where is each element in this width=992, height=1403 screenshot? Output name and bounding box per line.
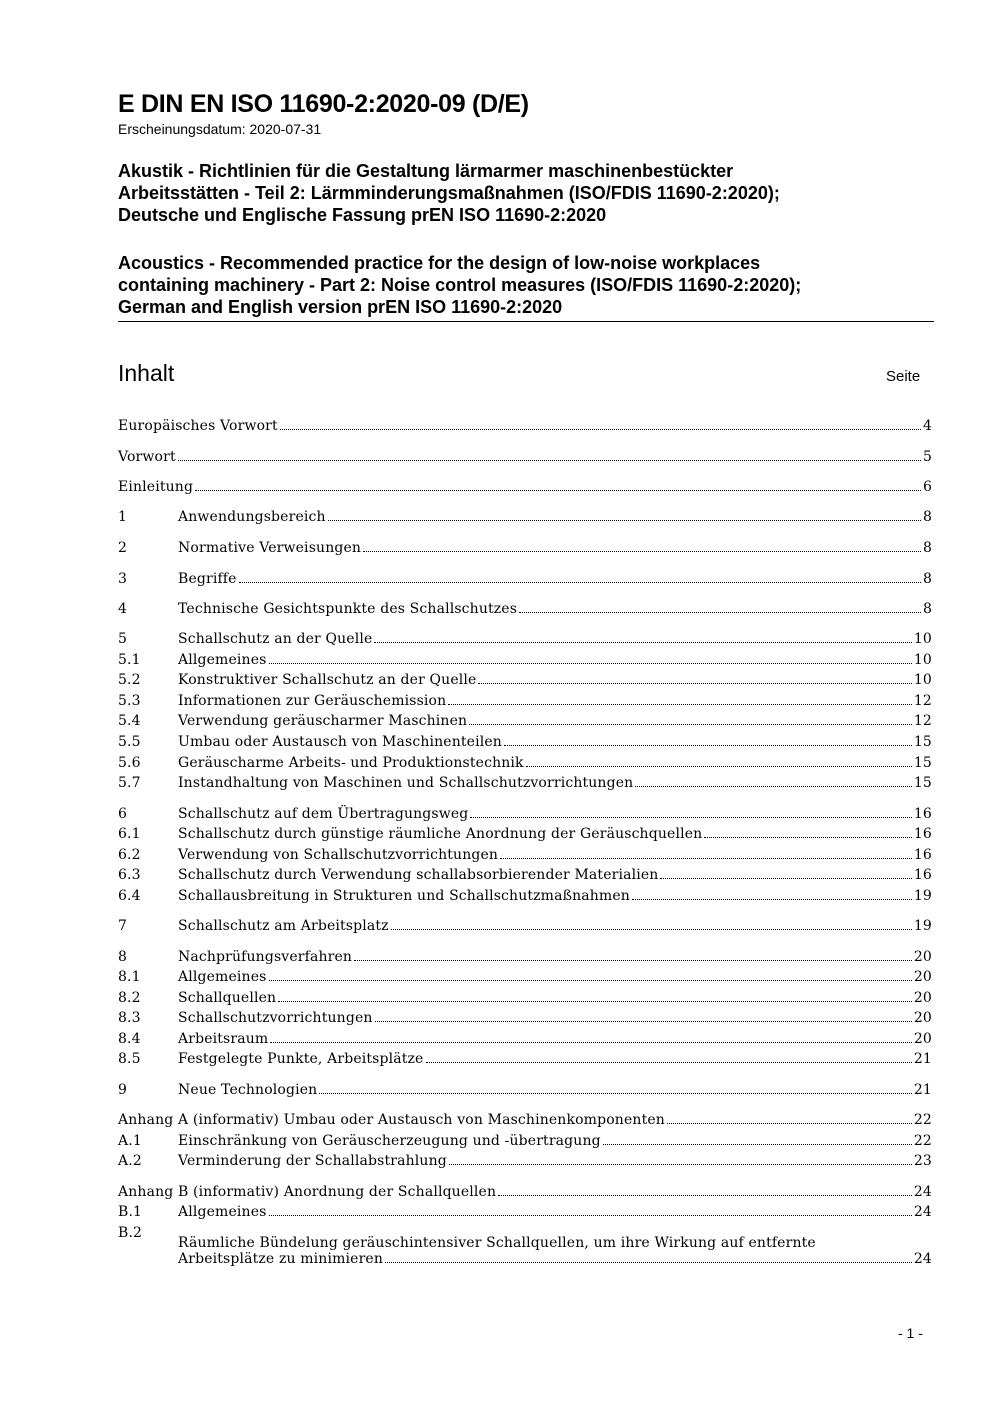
toc-entry-title: Technische Gesichtspunkte des Schallschutzes bbox=[178, 601, 518, 617]
title-german-line: Deutsche und Englische Fassung prEN ISO 11690-2:2020 bbox=[118, 205, 607, 225]
toc-entry-title: Schallschutz durch Verwendung schallabsorbierender Materialien bbox=[178, 867, 659, 883]
toc-entry[interactable] bbox=[118, 631, 932, 651]
toc-entry[interactable] bbox=[118, 1031, 932, 1051]
dot-leader bbox=[448, 704, 912, 705]
toc-entry[interactable] bbox=[118, 867, 932, 887]
toc-entry-number: 5 bbox=[118, 631, 128, 647]
toc-entry-page: 8 bbox=[922, 540, 932, 556]
toc-entry-page: 8 bbox=[922, 601, 932, 617]
dot-leader bbox=[449, 1164, 912, 1165]
title-english bbox=[118, 252, 938, 318]
toc-entry-title: Umbau oder Austausch von Maschinenteilen bbox=[178, 734, 502, 750]
toc-entry-title: Geräuscharme Arbeits- und Produktionstechnik bbox=[178, 755, 524, 771]
dot-leader bbox=[526, 766, 912, 767]
toc-entry-page: 19 bbox=[913, 918, 932, 934]
toc-entry-number: 6.2 bbox=[118, 847, 141, 863]
toc-entry[interactable] bbox=[118, 652, 932, 672]
title-german-line: Arbeitsstätten - Teil 2: Lärmminderungsmaßnahmen (ISO/FDIS 11690-2:2020); bbox=[118, 183, 780, 203]
toc-entry[interactable] bbox=[118, 775, 932, 795]
toc-entry[interactable] bbox=[118, 990, 932, 1010]
dot-leader bbox=[239, 582, 921, 583]
toc-entry[interactable] bbox=[118, 601, 932, 621]
toc-entry-number: 5.4 bbox=[118, 713, 141, 729]
toc-entry[interactable] bbox=[118, 847, 932, 867]
toc-entry[interactable] bbox=[118, 693, 932, 713]
toc-entry-title: Verminderung der Schallabstrahlung bbox=[178, 1153, 447, 1169]
dot-leader bbox=[603, 1144, 912, 1145]
toc-entry-title: Schallschutz durch günstige räumliche Anordnung der Geräuschquellen bbox=[178, 826, 703, 842]
toc-entry-number: 7 bbox=[118, 918, 128, 934]
toc-entry[interactable] bbox=[118, 918, 932, 938]
toc-entry-title: Anhang A (informativ) Umbau oder Austausch von Maschinenkomponenten bbox=[118, 1112, 665, 1128]
toc-entry[interactable] bbox=[118, 1225, 932, 1267]
toc-entry-title: Allgemeines bbox=[178, 652, 267, 668]
toc-entry[interactable] bbox=[118, 418, 932, 438]
toc-entry-title: Informationen zur Geräuschemission bbox=[178, 693, 447, 709]
toc-entry-number: 6.3 bbox=[118, 867, 141, 883]
toc-entry-page: 20 bbox=[913, 1031, 932, 1047]
dot-leader bbox=[195, 490, 921, 491]
dot-leader bbox=[319, 1093, 912, 1094]
dot-leader bbox=[704, 837, 912, 838]
toc-entry[interactable] bbox=[118, 479, 932, 499]
toc-entry-title: Allgemeines bbox=[178, 1204, 267, 1220]
dot-leader bbox=[667, 1123, 912, 1124]
toc-entry-title: Verwendung von Schallschutzvorrichtungen bbox=[178, 847, 499, 863]
toc-entry-page: 16 bbox=[913, 826, 932, 842]
toc-entry-number: 5.3 bbox=[118, 693, 141, 709]
toc-entry-title: Konstruktiver Schallschutz an der Quelle bbox=[178, 672, 477, 688]
dot-leader bbox=[363, 551, 921, 552]
toc-entry[interactable] bbox=[118, 1184, 932, 1204]
dot-leader bbox=[426, 1062, 912, 1063]
dot-leader bbox=[269, 1215, 912, 1216]
title-german-line: Akustik - Richtlinien für die Gestaltung lärmarmer maschinenbestückter bbox=[118, 161, 734, 181]
toc-entry-title: Räumliche Bündelung geräuschintensiver Schallquellen, um ihre Wirkung auf entfernte bbox=[178, 1235, 816, 1251]
toc-entry-title: Anwendungsbereich bbox=[178, 509, 326, 525]
dot-leader bbox=[328, 520, 921, 521]
toc-entry-number: 8.4 bbox=[118, 1031, 141, 1047]
toc-entry-title: Schallschutz auf dem Übertragungsweg bbox=[178, 806, 469, 822]
toc-entry-page: 22 bbox=[913, 1133, 932, 1149]
toc-entry-title: Neue Technologien bbox=[178, 1082, 318, 1098]
toc-entry-title: Nachprüfungsverfahren bbox=[178, 949, 353, 965]
dot-leader bbox=[498, 1195, 912, 1196]
toc-entry-title: Schallquellen bbox=[178, 990, 277, 1006]
toc-entry-page: 21 bbox=[913, 1051, 932, 1067]
toc-entry[interactable] bbox=[118, 1010, 932, 1030]
toc-entry-page: 24 bbox=[913, 1204, 932, 1220]
toc-entry[interactable] bbox=[118, 571, 932, 591]
toc-entry[interactable] bbox=[118, 1204, 932, 1224]
title-english-line: containing machinery - Part 2: Noise control measures (ISO/FDIS 11690-2:2020); bbox=[118, 275, 802, 295]
toc-entry[interactable] bbox=[118, 806, 932, 826]
toc-entry-page: 20 bbox=[913, 990, 932, 1006]
toc-entry-page: 12 bbox=[913, 713, 932, 729]
toc-entry[interactable] bbox=[118, 888, 932, 908]
toc-entry-page: 15 bbox=[913, 755, 932, 771]
toc-entry-page: 6 bbox=[922, 479, 932, 495]
toc-entry-page: 20 bbox=[913, 969, 932, 985]
toc-entry[interactable] bbox=[118, 1082, 932, 1102]
dot-leader bbox=[280, 429, 921, 430]
dot-leader bbox=[385, 1262, 912, 1263]
toc-entry[interactable] bbox=[118, 672, 932, 692]
toc-entry-number: 2 bbox=[118, 540, 128, 556]
title-divider bbox=[118, 321, 934, 322]
toc-entry-number: 8 bbox=[118, 949, 128, 965]
dot-leader bbox=[632, 899, 912, 900]
toc-entry-page: 23 bbox=[913, 1153, 932, 1169]
title-english-line: Acoustics - Recommended practice for the design of low-noise workplaces bbox=[118, 253, 761, 273]
toc-entry[interactable] bbox=[118, 734, 932, 754]
toc-entry-page: 12 bbox=[913, 693, 932, 709]
dot-leader bbox=[375, 1021, 912, 1022]
toc-entry-title: Schallausbreitung in Strukturen und Schallschutzmaßnahmen bbox=[178, 888, 630, 904]
toc-entry-page: 8 bbox=[922, 509, 932, 525]
toc-entry-page: 10 bbox=[913, 652, 932, 668]
toc-entry[interactable] bbox=[118, 755, 932, 775]
dot-leader bbox=[391, 929, 912, 930]
dot-leader bbox=[354, 960, 912, 961]
toc-entry-number: 5.6 bbox=[118, 755, 141, 771]
page-number: - 1 - bbox=[898, 1325, 923, 1341]
toc-entry-number: 8.5 bbox=[118, 1051, 141, 1067]
toc-entry-number: 9 bbox=[118, 1082, 128, 1098]
title-german bbox=[118, 160, 938, 226]
dot-leader bbox=[269, 663, 912, 664]
toc-entry-number: 4 bbox=[118, 601, 128, 617]
toc-entry-title: Anhang B (informativ) Anordnung der Schallquellen bbox=[118, 1184, 497, 1200]
toc-entry-number: 5.7 bbox=[118, 775, 141, 791]
toc-entry-number: 5.1 bbox=[118, 652, 141, 668]
toc-entry-title: Festgelegte Punkte, Arbeitsplätze bbox=[178, 1051, 424, 1067]
toc-entry-page: 24 bbox=[913, 1184, 932, 1200]
document-title: E DIN EN ISO 11690-2:2020-09 (D/E) bbox=[118, 90, 529, 118]
dot-leader bbox=[635, 786, 912, 787]
toc-entry-page: 16 bbox=[913, 867, 932, 883]
toc-entry-page: 10 bbox=[913, 672, 932, 688]
toc-entry-page: 20 bbox=[913, 1010, 932, 1026]
toc-entry-page: 8 bbox=[922, 571, 932, 587]
dot-leader bbox=[278, 1001, 912, 1002]
toc-entry-number: 6 bbox=[118, 806, 128, 822]
toc-entry-title: Arbeitsraum bbox=[178, 1031, 269, 1047]
toc-heading: Inhalt bbox=[118, 360, 175, 386]
toc-entry-page: 19 bbox=[913, 888, 932, 904]
toc-entry[interactable] bbox=[118, 1112, 932, 1132]
publication-date: Erscheinungsdatum: 2020-07-31 bbox=[118, 121, 322, 137]
toc-entry-title: Verwendung geräuscharmer Maschinen bbox=[178, 713, 468, 729]
toc-entry-page: 16 bbox=[913, 806, 932, 822]
toc-entry-page: 5 bbox=[922, 449, 932, 465]
toc-entry-title: Begriffe bbox=[178, 571, 237, 587]
toc-entry-page: 22 bbox=[913, 1112, 932, 1128]
dot-leader bbox=[660, 878, 911, 879]
toc-entry-title: Schallschutz am Arbeitsplatz bbox=[178, 918, 389, 934]
toc-entry-number: 8.3 bbox=[118, 1010, 141, 1026]
dot-leader bbox=[469, 724, 912, 725]
dot-leader bbox=[478, 683, 911, 684]
toc-entry-title: Schallschutz an der Quelle bbox=[178, 631, 373, 647]
toc-entry-title: Schallschutzvorrichtungen bbox=[178, 1010, 373, 1026]
toc-entry-page: 15 bbox=[913, 775, 932, 791]
toc-entry[interactable] bbox=[118, 969, 932, 989]
toc-entry-page: 15 bbox=[913, 734, 932, 750]
toc-entry-number: 1 bbox=[118, 509, 128, 525]
dot-leader bbox=[519, 612, 921, 613]
toc-entry-number: B.1 bbox=[118, 1204, 143, 1220]
toc-entry-number: 8.1 bbox=[118, 969, 141, 985]
toc-entry-number: 6.1 bbox=[118, 826, 141, 842]
toc-entry-number: 5.5 bbox=[118, 734, 141, 750]
toc-entry[interactable] bbox=[118, 826, 932, 846]
toc-entry-number: A.1 bbox=[118, 1133, 142, 1149]
dot-leader bbox=[269, 980, 912, 981]
toc-entry-title: Allgemeines bbox=[178, 969, 267, 985]
toc-entry[interactable] bbox=[118, 1153, 932, 1173]
title-english-line: German and English version prEN ISO 11690-2:2020 bbox=[118, 297, 563, 317]
toc-entry-page: 4 bbox=[922, 418, 932, 434]
toc-entry-title-continued: Arbeitsplätze zu minimieren bbox=[178, 1251, 384, 1267]
toc-entry[interactable] bbox=[118, 1051, 932, 1071]
toc-entry-title: Einschränkung von Geräuscherzeugung und -übertragung bbox=[178, 1133, 601, 1149]
toc-entry-number: A.2 bbox=[118, 1153, 142, 1169]
toc-entry-page: 24 bbox=[913, 1251, 932, 1267]
dot-leader bbox=[178, 460, 921, 461]
toc-entry-number: 3 bbox=[118, 571, 128, 587]
toc-entry-number: 6.4 bbox=[118, 888, 141, 904]
toc-entry-number: 5.2 bbox=[118, 672, 141, 688]
dot-leader bbox=[374, 642, 911, 643]
toc-entry[interactable] bbox=[118, 449, 932, 469]
toc-entry[interactable] bbox=[118, 713, 932, 733]
dot-leader bbox=[270, 1042, 912, 1043]
toc-entry-title: Vorwort bbox=[118, 449, 176, 465]
toc-entry[interactable] bbox=[118, 509, 932, 529]
toc-entry-number: 8.2 bbox=[118, 990, 141, 1006]
toc-entry-page: 10 bbox=[913, 631, 932, 647]
toc-entry-title: Einleitung bbox=[118, 479, 194, 495]
toc-entry-title: Instandhaltung von Maschinen und Schallschutzvorrichtungen bbox=[178, 775, 634, 791]
dot-leader bbox=[504, 745, 912, 746]
toc-entry-title: Normative Verweisungen bbox=[178, 540, 362, 556]
toc-entry-number: B.2 bbox=[118, 1225, 143, 1241]
toc-entry-title: Europäisches Vorwort bbox=[118, 418, 278, 434]
dot-leader bbox=[470, 817, 911, 818]
dot-leader bbox=[500, 858, 912, 859]
toc-entry-page: 20 bbox=[913, 949, 932, 965]
toc-entry[interactable] bbox=[118, 949, 932, 969]
toc-entry-page: 16 bbox=[913, 847, 932, 863]
toc-entry[interactable] bbox=[118, 540, 932, 560]
toc-entry[interactable] bbox=[118, 1133, 932, 1153]
toc-page-label: Seite bbox=[886, 368, 921, 385]
toc-entry-page: 21 bbox=[913, 1082, 932, 1098]
